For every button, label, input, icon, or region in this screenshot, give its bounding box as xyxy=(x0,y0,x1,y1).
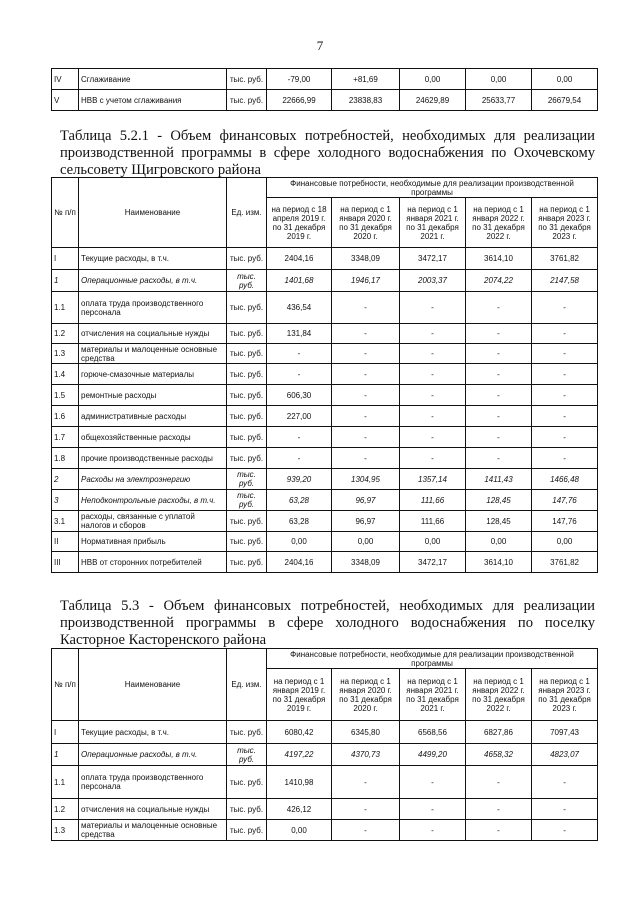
row-value: - xyxy=(532,820,598,841)
row-value: - xyxy=(267,364,332,385)
row-value: 96,97 xyxy=(332,511,400,532)
row-number: 1.3 xyxy=(52,820,79,841)
row-unit: тыс. руб. xyxy=(227,744,267,766)
row-value: - xyxy=(466,344,532,364)
row-name: Неподконтрольные расходы, в т.ч. xyxy=(79,490,227,511)
row-value: 0,00 xyxy=(267,532,332,552)
row-number: III xyxy=(52,552,79,573)
row-value: 3472,17 xyxy=(400,552,466,573)
row-unit: тыс. руб. xyxy=(227,344,267,364)
row-value: 4197,22 xyxy=(267,744,332,766)
row-value: - xyxy=(400,766,466,799)
header-period: на период с 1 января 2020 г. по 31 декабря 2020 г. xyxy=(332,198,400,248)
row-name: оплата труда производственного персонала xyxy=(79,292,227,324)
row-value: - xyxy=(267,427,332,448)
row-name: Операционные расходы, в т.ч. xyxy=(79,744,227,766)
row-value: 939,20 xyxy=(267,469,332,490)
row-value: 63,28 xyxy=(267,490,332,511)
row-value: +81,69 xyxy=(332,69,400,90)
row-unit: тыс. руб. xyxy=(227,90,267,111)
header-period: на период с 18 апреля 2019 г. по 31 декабря 2019 г. xyxy=(267,198,332,248)
header-unit: Ед. изм. xyxy=(227,649,267,721)
row-value: - xyxy=(400,406,466,427)
row-value: 128,45 xyxy=(466,490,532,511)
row-value: 1946,17 xyxy=(332,270,400,292)
row-unit: тыс. руб. xyxy=(227,69,267,90)
row-value: - xyxy=(532,292,598,324)
row-value: - xyxy=(400,799,466,820)
row-value: 0,00 xyxy=(466,69,532,90)
row-value: 23838,83 xyxy=(332,90,400,111)
row-value: 6345,80 xyxy=(332,721,400,744)
row-name: Текущие расходы, в т.ч. xyxy=(79,721,227,744)
row-number: 1.1 xyxy=(52,292,79,324)
row-value: - xyxy=(532,448,598,469)
header-period: на период с 1 января 2022 г. по 31 декабря 2022 г. xyxy=(466,198,532,248)
row-value: 22666,99 xyxy=(267,90,332,111)
table-row xyxy=(52,766,598,799)
row-number: 1.5 xyxy=(52,385,79,406)
table-row xyxy=(52,490,598,511)
header-period: на период с 1 января 2020 г. по 31 декабря 2020 г. xyxy=(332,669,400,721)
row-value: 63,28 xyxy=(267,511,332,532)
row-value: -79,00 xyxy=(267,69,332,90)
header-no: № п/п xyxy=(52,178,79,248)
top-continuation-table xyxy=(51,68,598,111)
row-unit: тыс. руб. xyxy=(227,385,267,406)
row-value: 2147,58 xyxy=(532,270,598,292)
row-value: - xyxy=(466,799,532,820)
row-value: - xyxy=(466,324,532,344)
row-value: - xyxy=(400,292,466,324)
row-value: - xyxy=(332,385,400,406)
row-value: - xyxy=(466,364,532,385)
row-value: 606,30 xyxy=(267,385,332,406)
row-value: 2003,37 xyxy=(400,270,466,292)
header-period: на период с 1 января 2022 г. по 31 декабря 2022 г. xyxy=(466,669,532,721)
row-unit: тыс. руб. xyxy=(227,820,267,841)
row-number: IV xyxy=(52,69,79,90)
table-row xyxy=(52,532,598,552)
row-value: - xyxy=(400,324,466,344)
row-unit: тыс. руб. xyxy=(227,511,267,532)
row-value: 0,00 xyxy=(532,69,598,90)
header-name: Наименование xyxy=(79,649,227,721)
table-row xyxy=(52,324,598,344)
table-row xyxy=(52,744,598,766)
row-value: 0,00 xyxy=(466,532,532,552)
row-value: 2404,16 xyxy=(267,552,332,573)
row-name: НВВ с учетом сглаживания xyxy=(79,90,227,111)
table-row xyxy=(52,248,598,270)
table-row xyxy=(52,799,598,820)
row-value: 25633,77 xyxy=(466,90,532,111)
row-value: 2074,22 xyxy=(466,270,532,292)
row-number: I xyxy=(52,721,79,744)
header-unit: Ед. изм. xyxy=(227,178,267,248)
row-number: 1 xyxy=(52,270,79,292)
row-number: 3 xyxy=(52,490,79,511)
table-row xyxy=(52,270,598,292)
row-value: - xyxy=(400,385,466,406)
row-value: 6827,86 xyxy=(466,721,532,744)
row-value: - xyxy=(532,385,598,406)
table-row xyxy=(52,90,598,111)
row-value: 131,84 xyxy=(267,324,332,344)
row-value: - xyxy=(267,344,332,364)
row-unit: тыс. руб. xyxy=(227,364,267,385)
row-name: оплата труда производственного персонала xyxy=(79,766,227,799)
header-period: на период с 1 января 2019 г. по 31 декабря 2019 г. xyxy=(267,669,332,721)
header-group: Финансовые потребности, необходимые для реализации производственной программы xyxy=(267,649,598,669)
row-value: 2404,16 xyxy=(267,248,332,270)
row-number: 1.4 xyxy=(52,364,79,385)
table-row xyxy=(52,385,598,406)
row-value: - xyxy=(532,766,598,799)
row-unit: тыс. руб. xyxy=(227,406,267,427)
row-unit: тыс. руб. xyxy=(227,270,267,292)
row-value: 26679,54 xyxy=(532,90,598,111)
page-number: 7 xyxy=(316,38,324,53)
row-value: 7097,43 xyxy=(532,721,598,744)
header-period: на период с 1 января 2021 г. по 31 декабря 2021 г. xyxy=(400,198,466,248)
row-number: 1.2 xyxy=(52,799,79,820)
row-name: расходы, связанные с уплатой налогов и сборов xyxy=(79,511,227,532)
row-value: - xyxy=(332,820,400,841)
row-number: 2 xyxy=(52,469,79,490)
table2-financial-needs xyxy=(51,648,598,841)
row-value: 227,00 xyxy=(267,406,332,427)
row-value: - xyxy=(532,799,598,820)
row-number: 1.1 xyxy=(52,766,79,799)
row-number: 1.3 xyxy=(52,344,79,364)
row-value: 111,66 xyxy=(400,490,466,511)
table-row xyxy=(52,292,598,324)
row-name: материалы и малоценные основные средства xyxy=(79,344,227,364)
row-name: Нормативная прибыль xyxy=(79,532,227,552)
row-value: - xyxy=(400,448,466,469)
row-value: - xyxy=(332,448,400,469)
row-value: 3761,82 xyxy=(532,552,598,573)
row-unit: тыс. руб. xyxy=(227,448,267,469)
row-value: - xyxy=(466,406,532,427)
row-name: горюче-смазочные материалы xyxy=(79,364,227,385)
row-value: - xyxy=(332,324,400,344)
table1-financial-needs xyxy=(51,177,598,573)
row-value: - xyxy=(400,820,466,841)
table-row xyxy=(52,427,598,448)
row-value: - xyxy=(532,406,598,427)
table-row xyxy=(52,511,598,532)
row-value: - xyxy=(332,344,400,364)
row-unit: тыс. руб. xyxy=(227,532,267,552)
row-name: общехозяйственные расходы xyxy=(79,427,227,448)
row-value: 1410,98 xyxy=(267,766,332,799)
row-unit: тыс. руб. xyxy=(227,552,267,573)
row-value: 3614,10 xyxy=(466,552,532,573)
header-name: Наименование xyxy=(79,178,227,248)
row-number: 1.8 xyxy=(52,448,79,469)
row-value: - xyxy=(532,364,598,385)
row-value: 1466,48 xyxy=(532,469,598,490)
row-value: 24629,89 xyxy=(400,90,466,111)
table-row xyxy=(52,820,598,841)
row-unit: тыс. руб. xyxy=(227,490,267,511)
header-period: на период с 1 января 2023 г. по 31 декабря 2023 г. xyxy=(532,198,598,248)
header-period: на период с 1 января 2021 г. по 31 декабря 2021 г. xyxy=(400,669,466,721)
row-value: 3348,09 xyxy=(332,552,400,573)
row-value: 0,00 xyxy=(532,532,598,552)
row-value: 1411,43 xyxy=(466,469,532,490)
row-unit: тыс. руб. xyxy=(227,292,267,324)
row-number: 3.1 xyxy=(52,511,79,532)
row-name: Текущие расходы, в т.ч. xyxy=(79,248,227,270)
row-value: - xyxy=(466,385,532,406)
row-name: Сглаживание xyxy=(79,69,227,90)
row-unit: тыс. руб. xyxy=(227,427,267,448)
row-value: - xyxy=(466,820,532,841)
row-value: - xyxy=(332,364,400,385)
row-name: НВВ от сторонних потребителей xyxy=(79,552,227,573)
row-value: - xyxy=(267,448,332,469)
row-name: материалы и малоценные основные средства xyxy=(79,820,227,841)
table-row xyxy=(52,721,598,744)
row-value: 426,12 xyxy=(267,799,332,820)
row-value: 0,00 xyxy=(332,532,400,552)
table-row xyxy=(52,552,598,573)
row-value: - xyxy=(400,364,466,385)
header-period: на период с 1 января 2023 г. по 31 декабря 2023 г. xyxy=(532,669,598,721)
row-number: 1.7 xyxy=(52,427,79,448)
row-value: - xyxy=(400,427,466,448)
table1-caption: Таблица 5.2.1 - Объем финансовых потребностей, необходимых для реализации производственной программы в сфере холодного водоснабжения по Охочевскому сельсовету Щигровского района xyxy=(60,128,595,178)
row-name: ремонтные расходы xyxy=(79,385,227,406)
row-unit: тыс. руб. xyxy=(227,721,267,744)
row-value: 0,00 xyxy=(267,820,332,841)
row-value: 3614,10 xyxy=(466,248,532,270)
table-row xyxy=(52,364,598,385)
row-value: - xyxy=(532,324,598,344)
row-value: 147,76 xyxy=(532,511,598,532)
row-value: 3472,17 xyxy=(400,248,466,270)
row-value: 147,76 xyxy=(532,490,598,511)
row-value: 6080,42 xyxy=(267,721,332,744)
row-name: отчисления на социальные нужды xyxy=(79,799,227,820)
row-value: - xyxy=(332,427,400,448)
row-name: Операционные расходы, в т.ч. xyxy=(79,270,227,292)
row-name: прочие производственные расходы xyxy=(79,448,227,469)
row-value: 111,66 xyxy=(400,511,466,532)
row-value: - xyxy=(532,427,598,448)
row-value: - xyxy=(466,292,532,324)
table-row xyxy=(52,406,598,427)
row-name: Расходы на электроэнергию xyxy=(79,469,227,490)
row-value: - xyxy=(332,406,400,427)
row-unit: тыс. руб. xyxy=(227,799,267,820)
row-name: отчисления на социальные нужды xyxy=(79,324,227,344)
row-value: 1357,14 xyxy=(400,469,466,490)
row-value: 0,00 xyxy=(400,69,466,90)
row-value: 3348,09 xyxy=(332,248,400,270)
row-value: 4499,20 xyxy=(400,744,466,766)
row-number: 1.6 xyxy=(52,406,79,427)
row-unit: тыс. руб. xyxy=(227,324,267,344)
row-value: - xyxy=(400,344,466,364)
table-row xyxy=(52,69,598,90)
row-value: 1401,68 xyxy=(267,270,332,292)
header-group: Финансовые потребности, необходимые для реализации производственной программы xyxy=(267,178,598,198)
row-name: административные расходы xyxy=(79,406,227,427)
row-value: - xyxy=(532,344,598,364)
row-number: I xyxy=(52,248,79,270)
row-value: 4658,32 xyxy=(466,744,532,766)
row-unit: тыс. руб. xyxy=(227,766,267,799)
row-value: 436,54 xyxy=(267,292,332,324)
row-value: - xyxy=(332,292,400,324)
row-value: - xyxy=(332,766,400,799)
row-value: 4823,07 xyxy=(532,744,598,766)
row-unit: тыс. руб. xyxy=(227,248,267,270)
row-value: 3761,82 xyxy=(532,248,598,270)
row-value: - xyxy=(466,427,532,448)
row-number: 1.2 xyxy=(52,324,79,344)
row-number: 1 xyxy=(52,744,79,766)
row-value: 6568,56 xyxy=(400,721,466,744)
row-value: 128,45 xyxy=(466,511,532,532)
row-value: - xyxy=(466,766,532,799)
table2-caption: Таблица 5.3 - Объем финансовых потребностей, необходимых для реализации производственной программы в сфере холодного водоснабжения по поселку Касторное Касторенского района xyxy=(60,598,595,648)
row-value: 0,00 xyxy=(400,532,466,552)
row-value: - xyxy=(466,448,532,469)
header-no: № п/п xyxy=(52,649,79,721)
row-value: 4370,73 xyxy=(332,744,400,766)
table-row xyxy=(52,448,598,469)
row-value: 1304,95 xyxy=(332,469,400,490)
row-number: II xyxy=(52,532,79,552)
row-unit: тыс. руб. xyxy=(227,469,267,490)
row-value: - xyxy=(332,799,400,820)
table-row xyxy=(52,469,598,490)
row-number: V xyxy=(52,90,79,111)
table-row xyxy=(52,344,598,364)
row-value: 96,97 xyxy=(332,490,400,511)
